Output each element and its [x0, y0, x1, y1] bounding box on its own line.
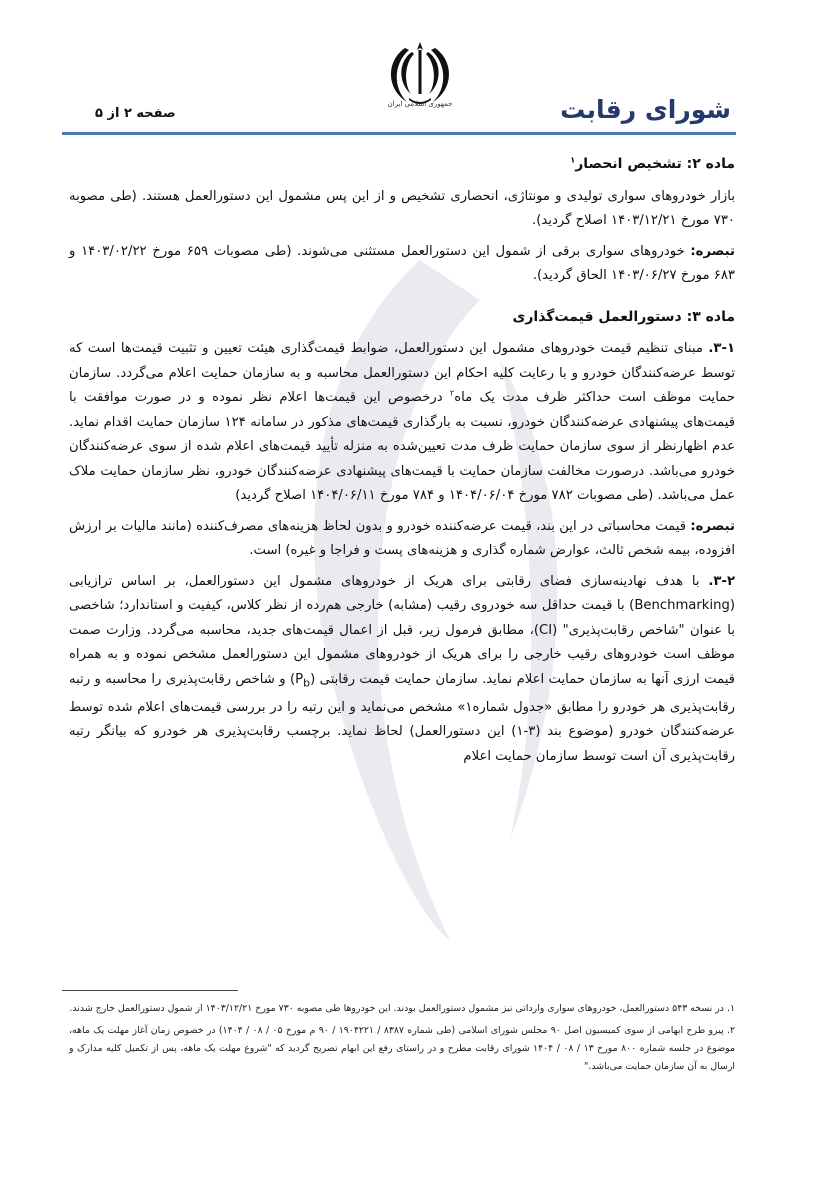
main-content	[69, 152, 735, 775]
clause-3-2: ۳-۲. با هدف نهادینه‌سازی فضای رقابتی برای هریک از خودروهای مشمول این دستورالعمل، بر اساس ترازیابی (Benchmarking) با قیمت حداقل سه خودروی رقیب (مشابه) خارجی هم‌رده از نظر کلاس، کیفیت و استاندارد؛ شاخصی با عنوان "شاخص رقابت‌پذیری" (CI)، مطابق فرمول زیر، قبل از اعمال قیمت‌های جدید، محاسبه می‌گردد. وزارت صمت موظف است خودروهای رقیب خارجی را برای هریک از خودروهای مشمول این دستورالعمل مشخص نموده و به همراه قیمت ارزی آنها به سازمان حمایت اعلام نماید. سازمان حمایت قیمت رقابتی $(P_b)$ و شاخص رقابت‌پذیری را محاسبه و رتبه رقابت‌پذیری هر خودرو را مطابق «جدول شماره۱» مشخص می‌نماید و این رتبه را در بررسی قیمت‌های اعلام شده توسط عرضه‌کنندگان خودرو (موضوع بند (۳-۱) این دستورالعمل) لحاظ نماید. برچسب رقابت‌پذیری هر خودرو که بیانگر رتبه رقابت‌پذیری آن است توسط سازمان حمایت اعلام	[69, 573, 736, 764]
note-label: تبصره:	[690, 518, 735, 534]
article-3-heading: ماده ۳: دستورالعمل قیمت‌گذاری	[512, 308, 735, 325]
article-2-body: بازار خودروهای سواری تولیدی و مونتاژی، انحصاری تشخیص و از این پس مشمول این دستورالعمل هستند. (طی مصوبه ۷۳۰ مورخ ۱۴۰۳/۱۲/۲۱ اصلاح گردید).	[69, 188, 735, 228]
clause-number: ۳-۱.	[708, 341, 735, 356]
note-text: قیمت محاسباتی در این بند، قیمت عرضه‌کننده خودرو و بدون لحاظ هزینه‌های مصرف‌کننده (مانند مالیات بر ارزش افزوده، بیمه شخص ثالث، عوارض شماره گذاری و هزینه‌های پست و فراجا و غیره) است.	[69, 518, 735, 558]
footnote-ref-1: ۱	[570, 155, 576, 165]
footnote-ref-2: ۲	[449, 388, 455, 398]
header-divider	[62, 132, 736, 135]
article-2-note	[69, 240, 735, 289]
emblem-caption: جمهوری اسلامی ایران	[387, 100, 453, 108]
footnotes	[69, 1000, 735, 1080]
clause-number: ۳-۲.	[708, 573, 735, 589]
clause-3-1-note	[69, 515, 735, 564]
footnote-1: ۱. در نسخه ۵۴۳ دستورالعمل، خودروهای سواری وارداتی نیز مشمول دستورالعمل بودند. این خودروها طی مصوبه ۷۳۰ مورخ ۱۴۰۳/۱۲/۲۱ از شمول دستورالعمل خارج شدند.	[69, 1003, 735, 1014]
note-text: خودروهای سواری برقی از شمول این دستورالعمل مستثنی می‌شوند. (طی مصوبات ۶۵۹ مورخ ۱۴۰۳/۰۲/۲۲ و ۶۸۳ مورخ ۱۴۰۳/۰۶/۲۷ الحاق گردید).	[69, 243, 735, 283]
clause-3-1: ۳-۱. مبنای تنظیم قیمت خودروهای مشمول این دستورالعمل، ضوابط قیمت‌گذاری هیئت تعیین و تثبیت قیمت‌ها است که توسط عرضه‌کنندگان خودرو و با رعایت کلیه احکام این دستورالعمل محاسبه و به سازمان حمایت اعلام می‌گردد. سازمان حمایت موظف است حداکثر ظرف مدت یک ماه$^۲$ درخصوص این قیمت‌ها اعلام نظر نموده و در صورت موافقت با قیمت‌های پیشنهادی عرضه‌کنندگان خودرو، نسبت به بارگذاری قیمت‌های مذکور در سامانه ۱۲۴ سازمان حمایت اقدام نماید. عدم اظهارنظر از سوی سازمان حمایت ظرف مدت تعیین‌شده به منزله تأیید قیمت‌های اعلام شده از سوی عرضه‌کنندگان خودرو می‌باشد. درصورت مخالفت سازمان حمایت با قیمت‌های پیشنهادی عرضه‌کنندگان خودرو، نظر سازمان حمایت ملاک عمل می‌باشد. (طی مصوبات ۷۸۲ مورخ ۱۴۰۴/۰۶/۰۴ و ۷۸۴ مورخ ۱۴۰۴/۰۶/۱۱ اصلاح گردید)	[69, 341, 736, 503]
org-title: شورای رقابت	[560, 95, 731, 124]
footnote-2: ۲. پیرو طرح ابهامی از سوی کمیسیون اصل ۹۰ مجلس شورای اسلامی (طی شماره ۸۳۸۷ / ۱۹۰۴۲۲۱ / ۹۰ م مورخ ۰۵ / ۰۸ / ۱۴۰۴) در خصوص زمان آغاز مهلت یک ماهه، موضوع در جلسه شماره ۸۰۰ مورخ ۱۳ / ۰۸ / ۱۴۰۴ شورای رقابت مطرح و در راستای رفع این ابهام تصریح گردید که "شروع مهلت یک ماهه، پس از تکمیل کلیه مدارک و ارسال به آن سازمان حمایت می‌باشد."	[69, 1025, 736, 1072]
footnote-divider	[62, 990, 238, 991]
page-number: صفحه ۲ از ۵	[95, 106, 176, 121]
article-2-heading: ماده ۲: تشخیص انحصار$^۱$	[570, 155, 735, 172]
note-label: تبصره:	[690, 243, 735, 259]
